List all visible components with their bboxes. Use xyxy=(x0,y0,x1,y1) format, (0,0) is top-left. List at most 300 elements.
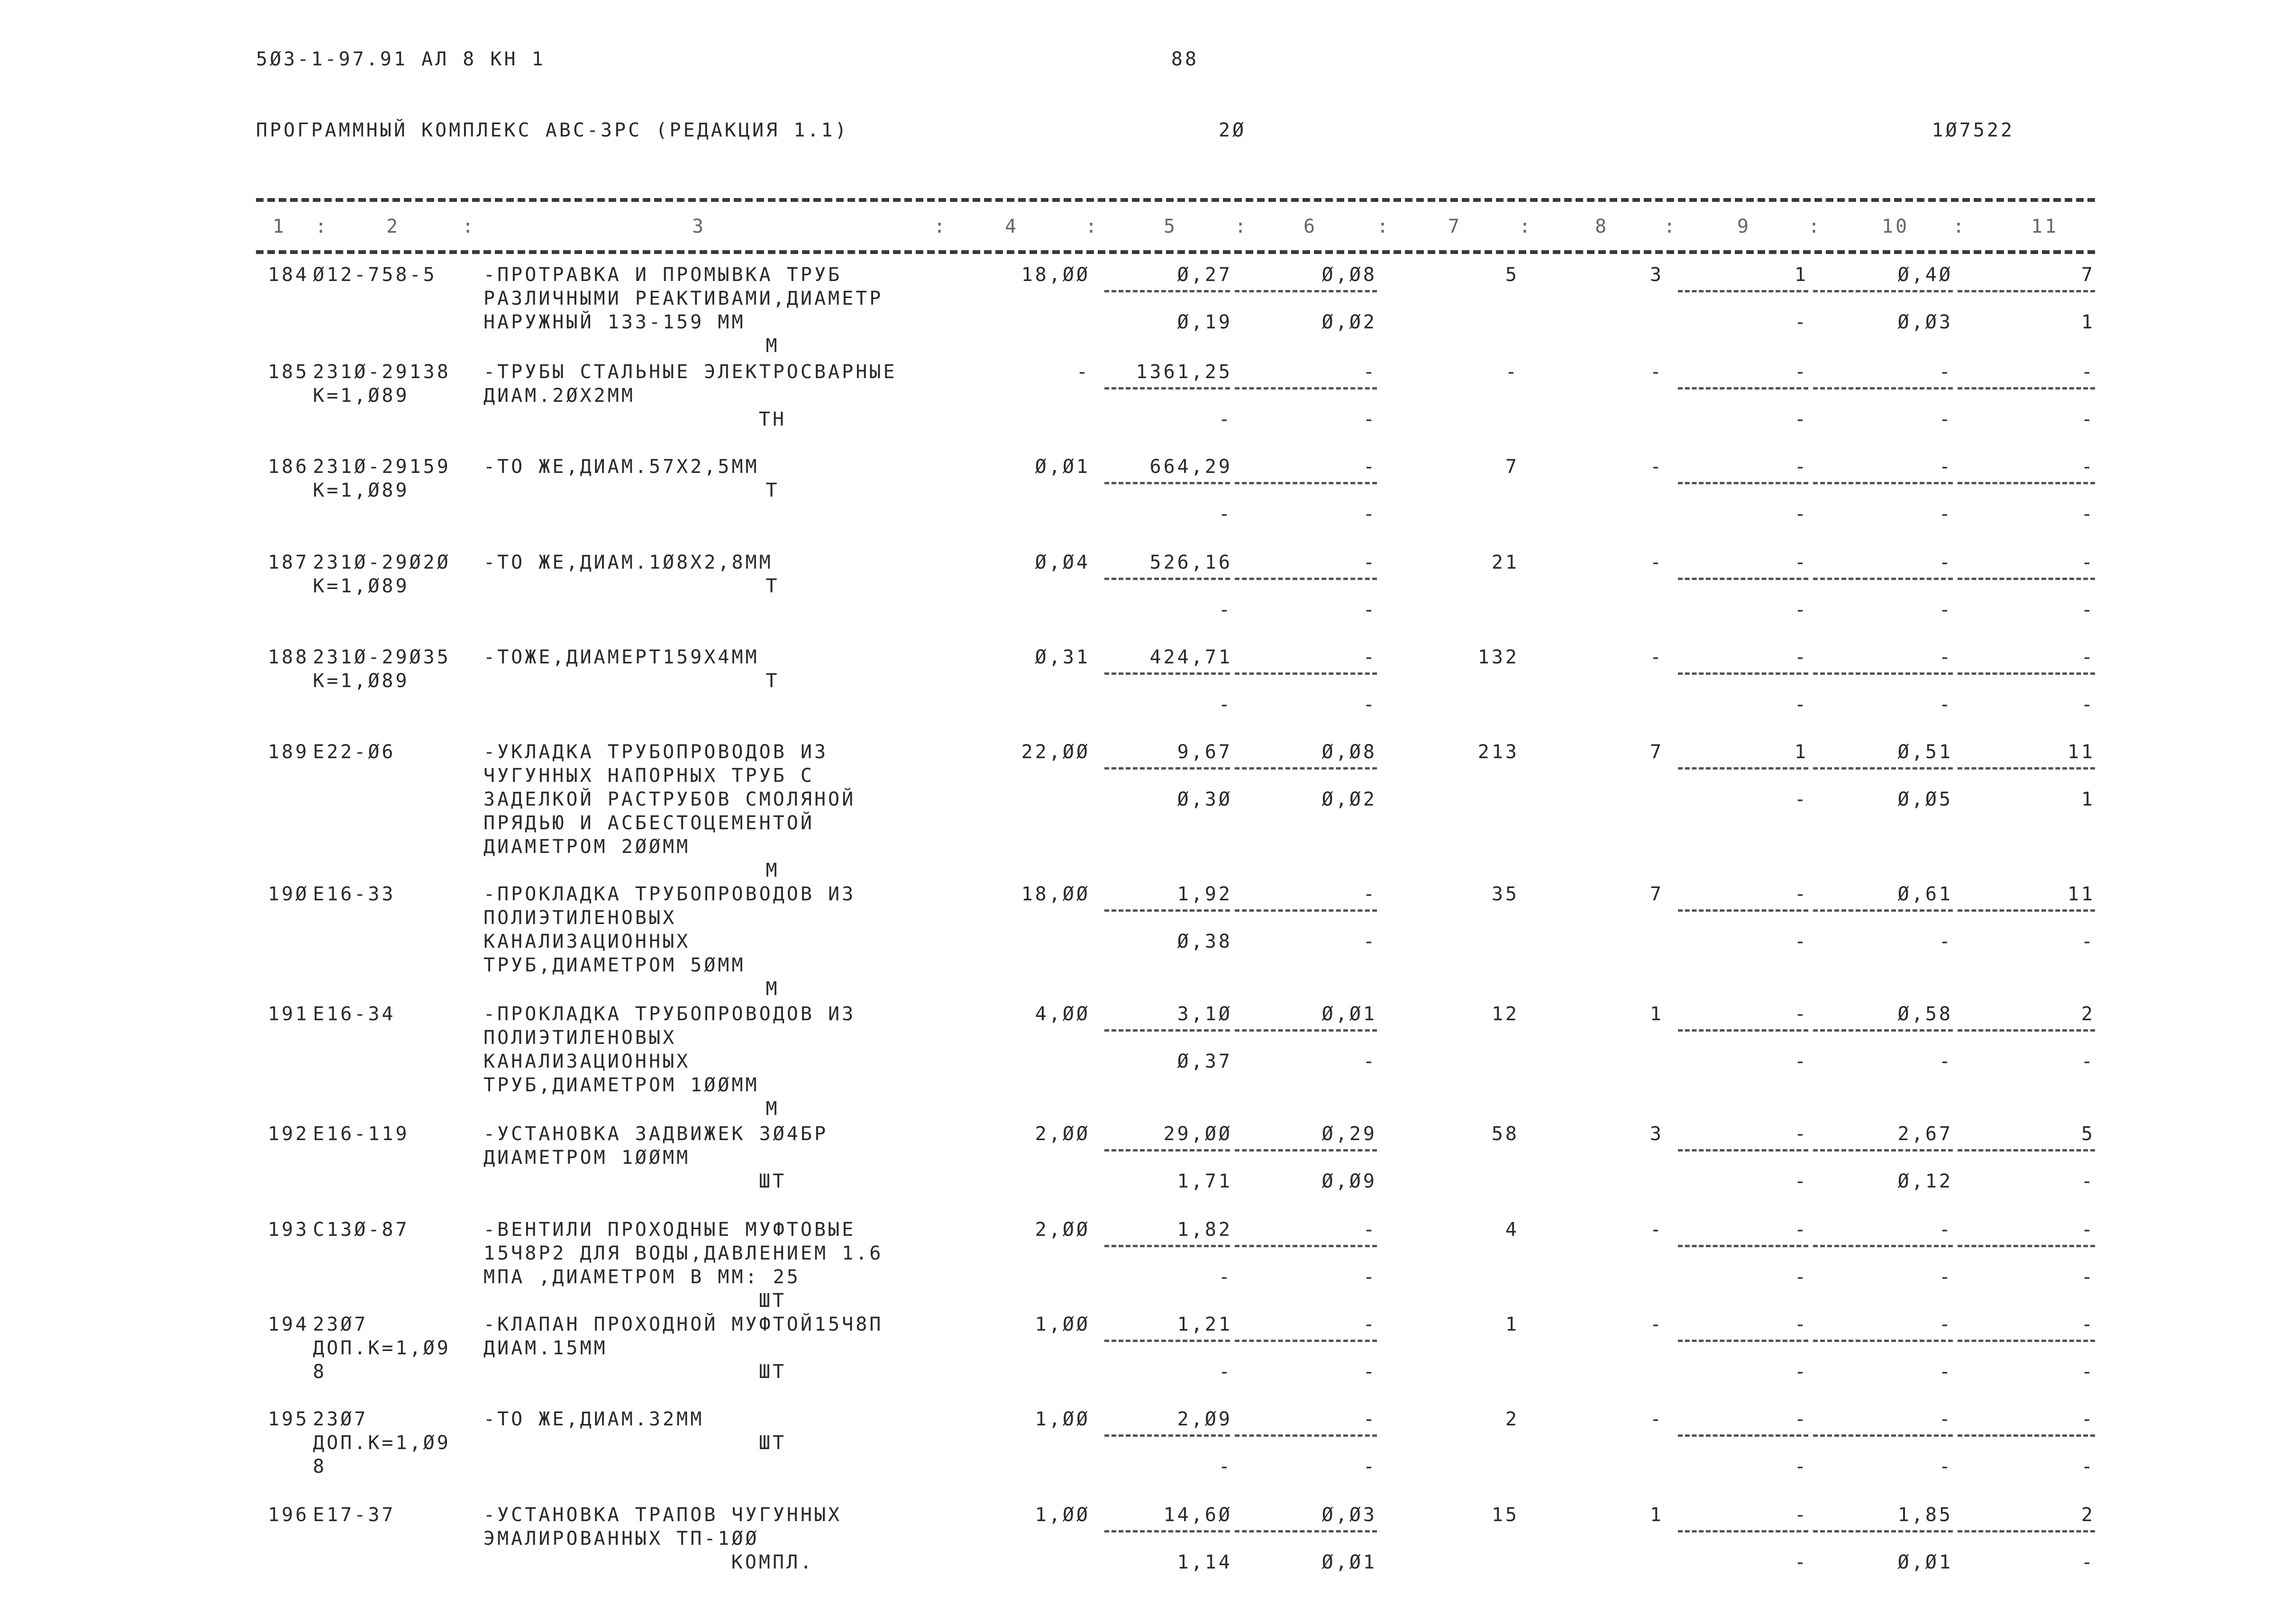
row-c9-divider xyxy=(1678,1434,1808,1437)
row-code: С13Ø-87 xyxy=(313,1219,410,1241)
row-c9-divider xyxy=(1678,387,1808,390)
row-c8-value: - xyxy=(1649,552,1664,573)
row-c8-value: - xyxy=(1649,1219,1664,1241)
row-c6-divider xyxy=(1235,1029,1377,1032)
column-separator: : xyxy=(1664,216,1678,237)
row-description: ПОЛИЭТИЛЕНОВЫХ xyxy=(483,907,677,929)
row-code: 8 xyxy=(313,1361,327,1383)
row-unit: КОМПЛ. xyxy=(731,1551,814,1573)
row-c10-divider xyxy=(1813,909,1953,912)
column-number: 5 xyxy=(1164,216,1178,237)
row-description: ДИАМЕТРОМ 1ØØММ xyxy=(483,1147,691,1169)
row-description: -ТО ЖЕ,ДИАМ.32ММ xyxy=(483,1408,704,1430)
row-description: -ВЕНТИЛИ ПРОХОДНЫЕ МУФТОВЫЕ xyxy=(483,1219,856,1241)
row-c6-divider xyxy=(1235,1340,1377,1342)
row-c11-divider xyxy=(1958,387,2095,390)
column-number: 1 xyxy=(273,216,287,237)
row-c6-value: - xyxy=(1363,552,1377,573)
row-c9-value: - xyxy=(1794,883,1808,905)
row-description: -ПРОТРАВКА И ПРОМЫВКА ТРУБ xyxy=(483,264,842,286)
row-c9-subvalue: - xyxy=(1794,1456,1808,1478)
row-quantity: 1,ØØ xyxy=(1035,1314,1090,1335)
row-c11-divider xyxy=(1958,1340,2095,1342)
row-c10-divider xyxy=(1813,290,1953,292)
row-c5-subvalue: Ø,19 xyxy=(1177,311,1232,333)
row-c11-subvalue: - xyxy=(2081,1551,2095,1573)
row-c5-divider xyxy=(1104,387,1230,390)
row-c5-divider xyxy=(1104,1340,1230,1342)
row-quantity: Ø,Ø1 xyxy=(1035,456,1090,478)
row-c9-divider xyxy=(1678,767,1808,770)
row-code: К=1,Ø89 xyxy=(313,670,410,692)
row-c6-subvalue: Ø,Ø1 xyxy=(1321,1551,1377,1573)
row-number: 185 xyxy=(268,361,310,383)
row-c11-divider xyxy=(1958,1149,2095,1152)
column-number: 3 xyxy=(692,216,706,237)
row-c9-subvalue: - xyxy=(1794,311,1808,333)
row-description: КАНАЛИЗАЦИОННЫХ xyxy=(483,1051,691,1072)
row-code: 231Ø-29159 xyxy=(313,456,451,478)
row-description: КАНАЛИЗАЦИОННЫХ xyxy=(483,931,691,952)
column-number: 8 xyxy=(1595,216,1609,237)
table-header-rule xyxy=(256,250,2095,254)
row-c7-value: 15 xyxy=(1491,1504,1519,1526)
row-c6-divider xyxy=(1235,1149,1377,1152)
row-c10-subvalue: - xyxy=(1939,1051,1953,1072)
row-code: Е16-34 xyxy=(313,1003,396,1025)
row-c10-subvalue: - xyxy=(1939,931,1953,952)
row-c5-subvalue: - xyxy=(1218,1361,1232,1383)
row-c5-divider xyxy=(1104,482,1230,484)
row-unit: ШТ xyxy=(758,1170,787,1192)
row-c5-subvalue: - xyxy=(1218,408,1232,430)
column-separator: : xyxy=(1953,216,1967,237)
row-c5-divider xyxy=(1104,909,1230,912)
row-description: МПА ,ДИАМЕТРОМ В ММ: 25 xyxy=(483,1266,801,1288)
row-c5-divider xyxy=(1104,767,1230,770)
row-c6-value: - xyxy=(1363,883,1377,905)
row-c8-value: - xyxy=(1649,361,1664,383)
row-code: ДОП.К=1,Ø9 xyxy=(313,1337,451,1359)
row-c11-value: 5 xyxy=(2081,1123,2095,1145)
row-description: -УСТАНОВКА ЗАДВИЖЕК 3Ø4БР xyxy=(483,1123,829,1145)
row-c6-value: - xyxy=(1363,1408,1377,1430)
row-c10-divider xyxy=(1813,1149,1953,1152)
row-number: 188 xyxy=(268,646,310,668)
row-unit: ШТ xyxy=(758,1290,787,1312)
row-c5-value: 1361,25 xyxy=(1136,361,1232,383)
row-c8-value: - xyxy=(1649,1314,1664,1335)
row-c5-divider xyxy=(1104,1530,1230,1532)
row-c9-value: - xyxy=(1794,1408,1808,1430)
page-number: 88 xyxy=(1171,48,1199,70)
row-number: 193 xyxy=(268,1219,310,1241)
row-c8-value: 7 xyxy=(1649,883,1664,905)
row-c10-value: - xyxy=(1939,361,1953,383)
row-code: Е16-119 xyxy=(313,1123,410,1145)
row-unit: ШТ xyxy=(758,1432,787,1454)
column-separator: : xyxy=(462,216,476,237)
row-c10-value: 1,85 xyxy=(1897,1504,1953,1526)
row-c10-subvalue: Ø,Ø1 xyxy=(1897,1551,1953,1573)
row-c9-subvalue: - xyxy=(1794,789,1808,810)
row-c11-value: - xyxy=(2081,1219,2095,1241)
row-description: -ТРУБЫ СТАЛЬНЫЕ ЭЛЕКТРОСВАРНЫЕ xyxy=(483,361,897,383)
row-c6-value: - xyxy=(1363,646,1377,668)
row-quantity: - xyxy=(1076,361,1090,383)
row-c11-subvalue: - xyxy=(2081,599,2095,621)
row-quantity: 4,ØØ xyxy=(1035,1003,1090,1025)
row-c9-value: - xyxy=(1794,646,1808,668)
row-description: -ПРОКЛАДКА ТРУБОПРОВОДОВ ИЗ xyxy=(483,883,856,905)
row-c10-subvalue: - xyxy=(1939,408,1953,430)
row-c6-subvalue: - xyxy=(1363,1051,1377,1072)
row-c11-divider xyxy=(1958,909,2095,912)
row-code: Е16-33 xyxy=(313,883,396,905)
row-c9-subvalue: - xyxy=(1794,1551,1808,1573)
row-code: 231Ø-29Ø35 xyxy=(313,646,451,668)
row-number: 187 xyxy=(268,552,310,573)
row-description: -ТО ЖЕ,ДИАМ.57Х2,5ММ xyxy=(483,456,759,478)
row-c10-subvalue: - xyxy=(1939,503,1953,525)
row-c9-subvalue: - xyxy=(1794,408,1808,430)
row-code: 23Ø7 xyxy=(313,1314,368,1335)
row-c6-value: Ø,Ø8 xyxy=(1321,264,1377,286)
row-c10-divider xyxy=(1813,1245,1953,1247)
row-c6-value: - xyxy=(1363,1219,1377,1241)
row-c10-divider xyxy=(1813,482,1953,484)
row-description: ПОЛИЭТИЛЕНОВЫХ xyxy=(483,1027,677,1049)
row-c11-subvalue: - xyxy=(2081,1266,2095,1288)
row-quantity: Ø,31 xyxy=(1035,646,1090,668)
row-description: ТРУБ,ДИАМЕТРОМ 5ØММ xyxy=(483,954,746,976)
row-unit: Т xyxy=(765,670,780,692)
row-c10-value: - xyxy=(1939,646,1953,668)
row-c6-divider xyxy=(1235,1530,1377,1532)
row-c9-value: - xyxy=(1794,552,1808,573)
row-c5-subvalue: Ø,37 xyxy=(1177,1051,1232,1072)
row-quantity: 1,ØØ xyxy=(1035,1408,1090,1430)
row-c10-divider xyxy=(1813,767,1953,770)
row-c10-divider xyxy=(1813,578,1953,580)
row-c9-value: - xyxy=(1794,1314,1808,1335)
row-number: 189 xyxy=(268,741,310,763)
row-c5-value: 29,ØØ xyxy=(1163,1123,1232,1145)
row-c9-subvalue: - xyxy=(1794,1170,1808,1192)
row-c11-subvalue: - xyxy=(2081,503,2095,525)
row-c5-divider xyxy=(1104,1245,1230,1247)
row-c6-subvalue: - xyxy=(1363,1361,1377,1383)
row-c11-value: 7 xyxy=(2081,264,2095,286)
table-top-rule xyxy=(256,198,2095,202)
row-c11-subvalue: - xyxy=(2081,1456,2095,1478)
row-c9-subvalue: - xyxy=(1794,694,1808,716)
row-number: 196 xyxy=(268,1504,310,1526)
row-c5-subvalue: Ø,3Ø xyxy=(1177,789,1232,810)
row-c6-subvalue: Ø,Ø2 xyxy=(1321,789,1377,810)
row-code: К=1,Ø89 xyxy=(313,480,410,501)
row-c6-divider xyxy=(1235,290,1377,292)
row-c8-value: - xyxy=(1649,1408,1664,1430)
row-c11-divider xyxy=(1958,578,2095,580)
row-c9-divider xyxy=(1678,909,1808,912)
row-c10-value: Ø,58 xyxy=(1897,1003,1953,1025)
row-c7-value: 5 xyxy=(1505,264,1519,286)
row-c5-value: 526,16 xyxy=(1149,552,1232,573)
row-c5-value: 14,6Ø xyxy=(1163,1504,1232,1526)
row-c7-value: 7 xyxy=(1505,456,1519,478)
row-c8-value: - xyxy=(1649,646,1664,668)
row-number: 191 xyxy=(268,1003,310,1025)
row-c6-subvalue: Ø,Ø9 xyxy=(1321,1170,1377,1192)
row-c9-subvalue: - xyxy=(1794,1266,1808,1288)
row-c6-subvalue: - xyxy=(1363,503,1377,525)
column-separator: : xyxy=(1519,216,1533,237)
row-c11-divider xyxy=(1958,1434,2095,1437)
row-c6-value: - xyxy=(1363,456,1377,478)
row-unit: Т xyxy=(765,480,780,501)
row-code: 231Ø-29Ø2Ø xyxy=(313,552,451,573)
doc-code: 5Ø3-1-97.91 АЛ 8 КН 1 xyxy=(256,48,546,70)
row-description: ТРУБ,ДИАМЕТРОМ 1ØØММ xyxy=(483,1074,759,1096)
row-c11-subvalue: - xyxy=(2081,1361,2095,1383)
row-c10-value: - xyxy=(1939,456,1953,478)
row-c9-divider xyxy=(1678,1530,1808,1532)
row-c11-subvalue: - xyxy=(2081,408,2095,430)
row-c10-value: Ø,51 xyxy=(1897,741,1953,763)
row-c6-value: Ø,29 xyxy=(1321,1123,1377,1145)
row-c6-divider xyxy=(1235,387,1377,390)
row-c9-divider xyxy=(1678,578,1808,580)
row-c10-value: - xyxy=(1939,552,1953,573)
row-unit: ШТ xyxy=(758,1361,787,1383)
row-c11-value: - xyxy=(2081,456,2095,478)
row-c9-value: - xyxy=(1794,1219,1808,1241)
row-c5-value: 1,82 xyxy=(1177,1219,1232,1241)
row-quantity: 2,ØØ xyxy=(1035,1219,1090,1241)
row-quantity: 2,ØØ xyxy=(1035,1123,1090,1145)
row-c11-divider xyxy=(1958,290,2095,292)
row-c6-divider xyxy=(1235,578,1377,580)
row-c10-value: Ø,61 xyxy=(1897,883,1953,905)
row-description: ЗАДЕЛКОЙ РАСТРУБОВ СМОЛЯНОЙ xyxy=(483,789,856,810)
row-c10-subvalue: - xyxy=(1939,694,1953,716)
row-code: Ø12-758-5 xyxy=(313,264,437,286)
row-c5-subvalue: - xyxy=(1218,1266,1232,1288)
row-c6-subvalue: - xyxy=(1363,694,1377,716)
row-c6-divider xyxy=(1235,1245,1377,1247)
row-c10-subvalue: - xyxy=(1939,1456,1953,1478)
row-unit: М xyxy=(765,1098,780,1120)
column-number: 9 xyxy=(1737,216,1751,237)
row-c7-value: 58 xyxy=(1491,1123,1519,1145)
row-c6-subvalue: - xyxy=(1363,408,1377,430)
row-c9-subvalue: - xyxy=(1794,503,1808,525)
row-c7-value: 12 xyxy=(1491,1003,1519,1025)
row-c9-value: 1 xyxy=(1794,741,1808,763)
row-c7-value: 213 xyxy=(1477,741,1519,763)
row-c11-subvalue: 1 xyxy=(2081,789,2095,810)
row-c5-divider xyxy=(1104,672,1230,675)
row-c6-divider xyxy=(1235,482,1377,484)
row-description: РАЗЛИЧНЫМИ РЕАКТИВАМИ,ДИАМЕТР xyxy=(483,288,884,309)
row-c5-subvalue: 1,14 xyxy=(1177,1551,1232,1573)
row-c11-divider xyxy=(1958,482,2095,484)
row-c7-value: 132 xyxy=(1477,646,1519,668)
row-c5-subvalue: - xyxy=(1218,694,1232,716)
row-c10-subvalue: Ø,Ø5 xyxy=(1897,789,1953,810)
row-c8-value: 3 xyxy=(1649,1123,1664,1145)
row-code: 23Ø7 xyxy=(313,1408,368,1430)
row-c10-divider xyxy=(1813,387,1953,390)
row-number: 184 xyxy=(268,264,310,286)
row-c5-subvalue: Ø,38 xyxy=(1177,931,1232,952)
row-c6-value: Ø,Ø8 xyxy=(1321,741,1377,763)
row-c5-value: 424,71 xyxy=(1149,646,1232,668)
row-quantity: 22,ØØ xyxy=(1021,741,1090,763)
row-description: ДИАМ.15ММ xyxy=(483,1337,608,1359)
column-separator: : xyxy=(1377,216,1391,237)
row-c5-divider xyxy=(1104,1029,1230,1032)
row-c10-divider xyxy=(1813,1340,1953,1342)
row-quantity: 18,ØØ xyxy=(1021,883,1090,905)
row-c6-subvalue: - xyxy=(1363,931,1377,952)
row-code: 8 xyxy=(313,1456,327,1478)
row-c9-subvalue: - xyxy=(1794,1051,1808,1072)
column-number: 6 xyxy=(1303,216,1318,237)
row-quantity: 18,ØØ xyxy=(1021,264,1090,286)
row-c11-divider xyxy=(1958,1530,2095,1532)
column-number: 4 xyxy=(1005,216,1019,237)
row-unit: ТН xyxy=(758,408,787,430)
row-c8-value: 3 xyxy=(1649,264,1664,286)
row-unit: Т xyxy=(765,575,780,597)
row-c5-subvalue: - xyxy=(1218,503,1232,525)
row-c10-divider xyxy=(1813,1434,1953,1437)
document-id: 1Ø7522 xyxy=(1932,119,2014,141)
row-c8-value: 1 xyxy=(1649,1504,1664,1526)
row-c9-divider xyxy=(1678,290,1808,292)
row-description: ПРЯДЬЮ И АСБЕСТОЦЕМЕНТОЙ xyxy=(483,812,814,834)
row-c10-divider xyxy=(1813,1029,1953,1032)
row-c11-value: - xyxy=(2081,361,2095,383)
row-number: 194 xyxy=(268,1314,310,1335)
row-c11-value: 11 xyxy=(2067,883,2095,905)
row-c5-value: 1,21 xyxy=(1177,1314,1232,1335)
row-c9-divider xyxy=(1678,672,1808,675)
row-c11-subvalue: - xyxy=(2081,1051,2095,1072)
column-separator: : xyxy=(1235,216,1249,237)
row-number: 186 xyxy=(268,456,310,478)
program-title: ПРОГРАММНЫЙ КОМПЛЕКС АВС-3РС (РЕДАКЦИЯ 1.1) xyxy=(256,119,849,141)
row-c5-value: 1,92 xyxy=(1177,883,1232,905)
row-c8-value: 7 xyxy=(1649,741,1664,763)
row-number: 19Ø xyxy=(268,883,310,905)
row-c5-divider xyxy=(1104,578,1230,580)
row-quantity: Ø,Ø4 xyxy=(1035,552,1090,573)
row-c10-subvalue: - xyxy=(1939,1266,1953,1288)
row-c5-value: 664,29 xyxy=(1149,456,1232,478)
row-c5-value: Ø,27 xyxy=(1177,264,1232,286)
row-c6-subvalue: - xyxy=(1363,599,1377,621)
column-number: 11 xyxy=(2031,216,2059,237)
row-c7-value: 2 xyxy=(1505,1408,1519,1430)
row-c9-value: - xyxy=(1794,1003,1808,1025)
row-c11-divider xyxy=(1958,767,2095,770)
row-c5-value: 3,1Ø xyxy=(1177,1003,1232,1025)
row-code: Е22-Ø6 xyxy=(313,741,396,763)
column-separator: : xyxy=(315,216,329,237)
row-description: -УКЛАДКА ТРУБОПРОВОДОВ ИЗ xyxy=(483,741,829,763)
row-c10-divider xyxy=(1813,1530,1953,1532)
row-description: -ТО ЖЕ,ДИАМ.1Ø8Х2,8ММ xyxy=(483,552,773,573)
row-description: -ПРОКЛАДКА ТРУБОПРОВОДОВ ИЗ xyxy=(483,1003,856,1025)
row-code: Е17-37 xyxy=(313,1504,396,1526)
row-description: -ТОЖЕ,ДИАМЕРТ159Х4ММ xyxy=(483,646,759,668)
row-c10-value: - xyxy=(1939,1314,1953,1335)
row-description: 15Ч8Р2 ДЛЯ ВОДЫ,ДАВЛЕНИЕМ 1.6 xyxy=(483,1242,884,1264)
row-c11-value: - xyxy=(2081,1408,2095,1430)
row-c9-divider xyxy=(1678,1149,1808,1152)
row-c9-divider xyxy=(1678,1245,1808,1247)
row-c11-divider xyxy=(1958,1245,2095,1247)
column-number: 2 xyxy=(386,216,401,237)
row-quantity: 1,ØØ xyxy=(1035,1504,1090,1526)
row-c7-value: 35 xyxy=(1491,883,1519,905)
row-c11-subvalue: - xyxy=(2081,931,2095,952)
row-c9-value: - xyxy=(1794,456,1808,478)
row-c8-value: 1 xyxy=(1649,1003,1664,1025)
column-separator: : xyxy=(934,216,948,237)
column-separator: : xyxy=(1808,216,1822,237)
row-c10-value: - xyxy=(1939,1408,1953,1430)
row-c5-subvalue: - xyxy=(1218,599,1232,621)
row-c7-value: - xyxy=(1505,361,1519,383)
row-c6-subvalue: - xyxy=(1363,1266,1377,1288)
row-number: 192 xyxy=(268,1123,310,1145)
row-c6-divider xyxy=(1235,767,1377,770)
row-c9-value: 1 xyxy=(1794,264,1808,286)
row-description: -УСТАНОВКА ТРАПОВ ЧУГУННЫХ xyxy=(483,1504,842,1526)
row-c9-subvalue: - xyxy=(1794,599,1808,621)
row-c10-subvalue: - xyxy=(1939,599,1953,621)
row-c5-subvalue: 1,71 xyxy=(1177,1170,1232,1192)
row-c7-value: 4 xyxy=(1505,1219,1519,1241)
column-separator: : xyxy=(1085,216,1100,237)
row-c10-subvalue: Ø,12 xyxy=(1897,1170,1953,1192)
row-c11-value: 2 xyxy=(2081,1504,2095,1526)
row-c5-value: 9,67 xyxy=(1177,741,1232,763)
row-description: ЭМАЛИРОВАННЫХ ТП-1ØØ xyxy=(483,1528,759,1550)
row-c9-subvalue: - xyxy=(1794,931,1808,952)
row-c11-value: - xyxy=(2081,1314,2095,1335)
row-c11-value: 11 xyxy=(2067,741,2095,763)
row-c6-divider xyxy=(1235,909,1377,912)
row-c9-subvalue: - xyxy=(1794,1361,1808,1383)
column-number: 10 xyxy=(1882,216,1910,237)
row-c6-divider xyxy=(1235,1434,1377,1437)
row-c5-divider xyxy=(1104,1149,1230,1152)
row-c11-value: 2 xyxy=(2081,1003,2095,1025)
row-c11-value: - xyxy=(2081,552,2095,573)
row-c5-divider xyxy=(1104,290,1230,292)
row-c5-value: 2,Ø9 xyxy=(1177,1408,1232,1430)
column-number: 7 xyxy=(1448,216,1462,237)
row-c10-value: 2,67 xyxy=(1897,1123,1953,1145)
row-c10-subvalue: Ø,Ø3 xyxy=(1897,311,1953,333)
row-number: 195 xyxy=(268,1408,310,1430)
row-code: К=1,Ø89 xyxy=(313,385,410,407)
